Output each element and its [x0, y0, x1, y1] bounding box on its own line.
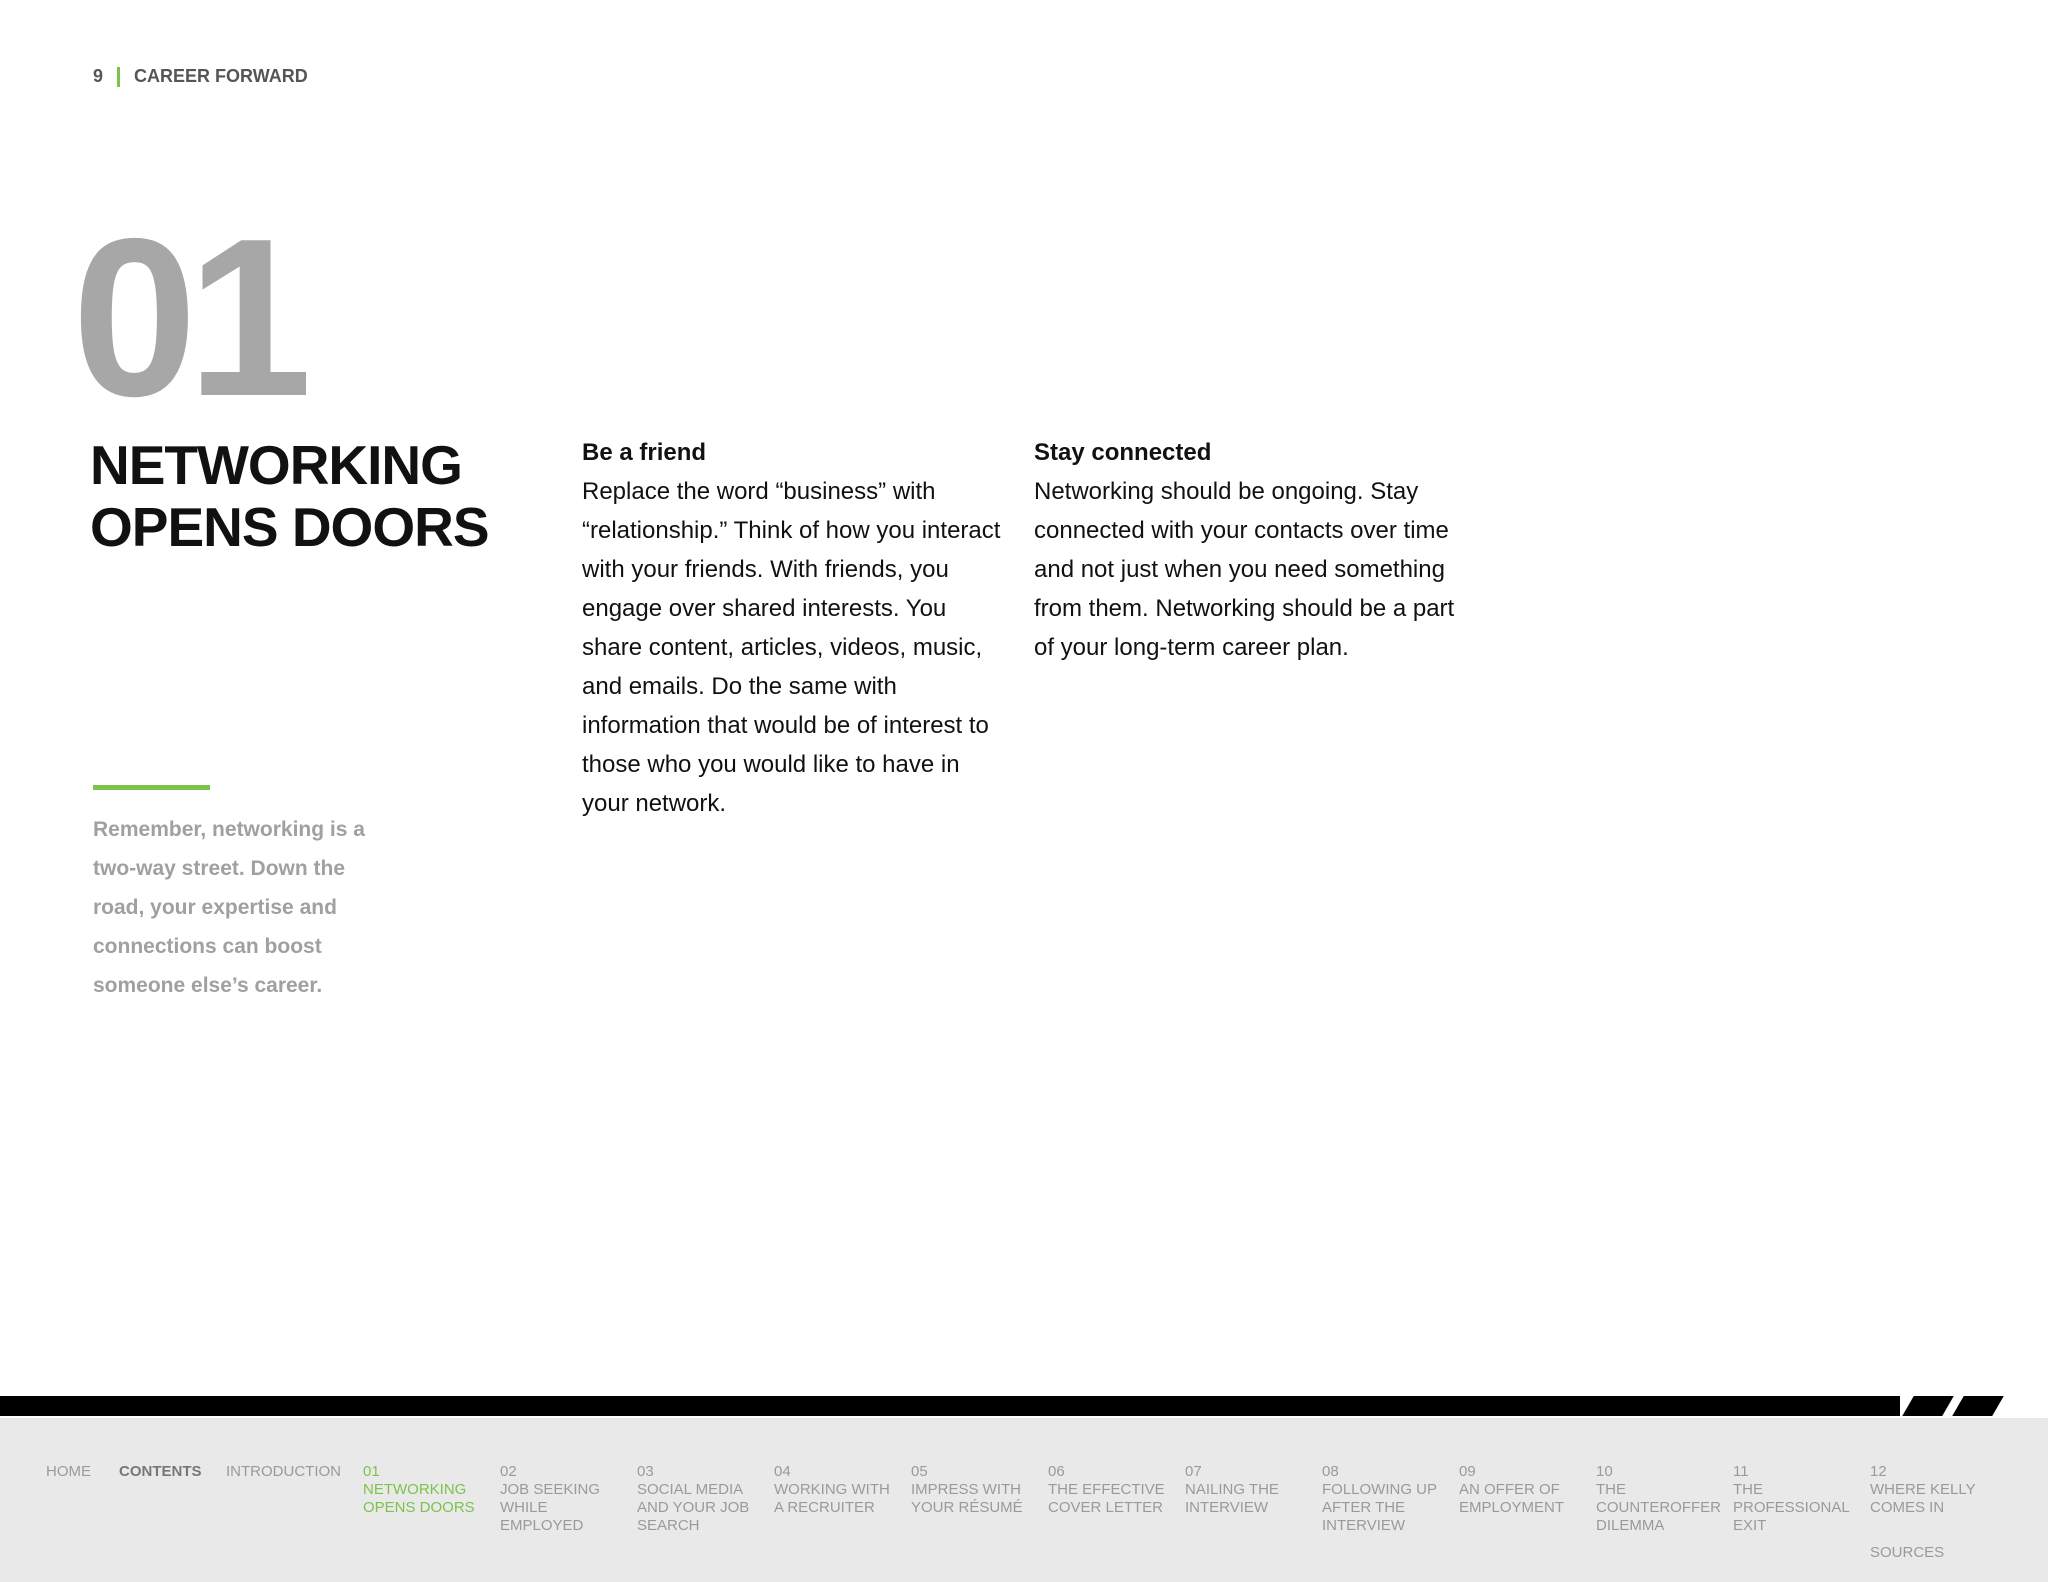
pull-quote: Remember, networking is a two-way street. Down the road, your expertise and connections can boost someone else’s career. — [93, 818, 365, 997]
nav-item-label: NETWORKING OPENS DOORS — [363, 1481, 475, 1516]
chapter-title-line2: OPENS DOORS — [90, 496, 489, 558]
section-heading: Be a friend — [582, 439, 707, 466]
chapter-title-line1: NETWORKING — [90, 434, 462, 496]
nav-item-label: WORKING WITH A RECRUITER — [774, 1481, 890, 1516]
nav-item-number: 05 — [911, 1463, 928, 1480]
nav-item-10[interactable] — [1596, 1463, 1724, 1535]
nav-item-number: 09 — [1459, 1463, 1476, 1480]
nav-item-label: THE EFFECTIVE COVER LETTER — [1048, 1481, 1165, 1516]
nav-item-number: 06 — [1048, 1463, 1065, 1480]
nav-item-number: 02 — [500, 1463, 517, 1480]
nav-item-12[interactable] — [1870, 1463, 1980, 1517]
nav-contents[interactable]: CONTENTS — [119, 1463, 202, 1480]
footer-stripe — [1902, 1396, 1954, 1416]
nav-item-number: 01 — [363, 1463, 380, 1480]
page-header — [93, 66, 308, 87]
nav-item-number: 10 — [1596, 1463, 1613, 1480]
nav-item-number: 04 — [774, 1463, 791, 1480]
chapter-number: 01 — [72, 191, 303, 443]
document-title: CAREER FORWARD — [134, 66, 308, 86]
accent-divider — [93, 785, 210, 790]
nav-item-11[interactable] — [1733, 1463, 1853, 1535]
nav-item-label: IMPRESS WITH YOUR RÉSUMÉ — [911, 1481, 1023, 1516]
header-divider — [117, 67, 120, 87]
section-body: Networking should be ongoing. Stay connected with your contacts over time and not just when you need something from them. Networking should be a part of your long-term career plan. — [1034, 478, 1455, 661]
nav-item-number: 07 — [1185, 1463, 1202, 1480]
nav-item-number: 08 — [1322, 1463, 1339, 1480]
nav-item-03[interactable] — [637, 1463, 755, 1535]
nav-introduction[interactable]: INTRODUCTION — [226, 1463, 341, 1480]
nav-item-08[interactable] — [1322, 1463, 1447, 1535]
nav-sources[interactable]: SOURCES — [1870, 1544, 1945, 1561]
nav-item-label: JOB SEEKING WHILE EMPLOYED — [500, 1481, 601, 1534]
nav-home[interactable]: HOME — [46, 1463, 91, 1480]
chapter-title — [90, 434, 489, 558]
nav-item-label: SOCIAL MEDIA AND YOUR JOB SEARCH — [637, 1481, 750, 1534]
nav-item-number: 12 — [1870, 1463, 1887, 1480]
nav-item-02[interactable] — [500, 1463, 625, 1535]
nav-item-label: FOLLOWING UP AFTER THE INTERVIEW — [1322, 1481, 1437, 1534]
footer-stripe — [1952, 1396, 2004, 1416]
nav-item-label: THE PROFESSIONAL EXIT — [1733, 1481, 1850, 1534]
nav-item-01[interactable] — [363, 1463, 481, 1517]
footer-black-bar — [0, 1396, 1900, 1416]
nav-item-06[interactable] — [1048, 1463, 1172, 1517]
nav-item-label: AN OFFER OF EMPLOYMENT — [1459, 1481, 1565, 1516]
nav-item-09[interactable] — [1459, 1463, 1569, 1517]
nav-item-number: 03 — [637, 1463, 654, 1480]
nav-item-label: NAILING THE INTERVIEW — [1185, 1481, 1279, 1516]
nav-item-number: 11 — [1733, 1463, 1749, 1480]
section-body: Replace the word “business” with “relationship.” Think of how you interact with your friends. With friends, you engage over shared interests. You share content, articles, videos, music, and emails. Do the same with information that would be of interest to those who you would like to have in your network. — [582, 478, 1001, 817]
nav-item-07[interactable] — [1185, 1463, 1295, 1517]
section-be-a-friend — [582, 433, 1012, 823]
nav-item-05[interactable] — [911, 1463, 1029, 1517]
page-number: 9 — [93, 66, 104, 86]
nav-item-04[interactable] — [774, 1463, 898, 1517]
nav-item-label: THE COUNTEROFFER DILEMMA — [1596, 1481, 1721, 1534]
nav-item-label: WHERE KELLY COMES IN — [1870, 1481, 1976, 1516]
section-heading: Stay connected — [1034, 439, 1212, 466]
section-stay-connected — [1034, 433, 1464, 667]
